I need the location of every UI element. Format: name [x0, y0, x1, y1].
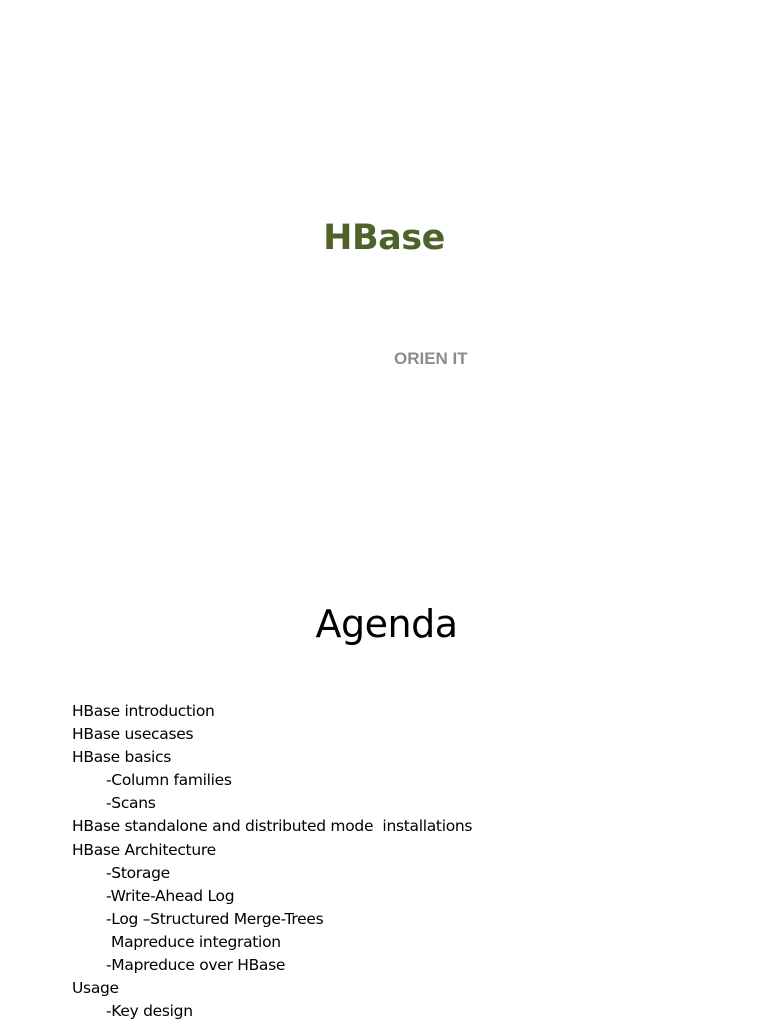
agenda-item: HBase basics: [72, 748, 172, 767]
agenda-item: HBase usecases: [72, 725, 194, 744]
slide-subtitle: ORIEN IT: [394, 349, 468, 368]
agenda-subitem: Mapreduce integration: [111, 932, 281, 951]
agenda-subitem: -Storage: [106, 863, 170, 882]
agenda-slide: [0, 576, 768, 1024]
agenda-item: HBase Architecture: [72, 840, 216, 859]
agenda-subitem: -Write-Ahead Log: [106, 886, 235, 905]
agenda-list: [72, 700, 472, 1023]
agenda-item: Usage: [72, 979, 119, 998]
agenda-subitem: -Mapreduce over HBase: [106, 956, 286, 975]
agenda-item: HBase introduction: [72, 702, 215, 720]
agenda-title: Agenda: [315, 602, 458, 646]
agenda-subitem: -Scans: [106, 794, 156, 813]
agenda-subitem: -Log –Structured Merge-Trees: [106, 909, 324, 928]
agenda-subitem: -Key design: [106, 1002, 193, 1021]
slide-title: HBase: [323, 218, 445, 258]
agenda-subitem: -Column families: [106, 771, 232, 790]
agenda-item: HBase standalone and distributed mode installations: [72, 817, 473, 836]
